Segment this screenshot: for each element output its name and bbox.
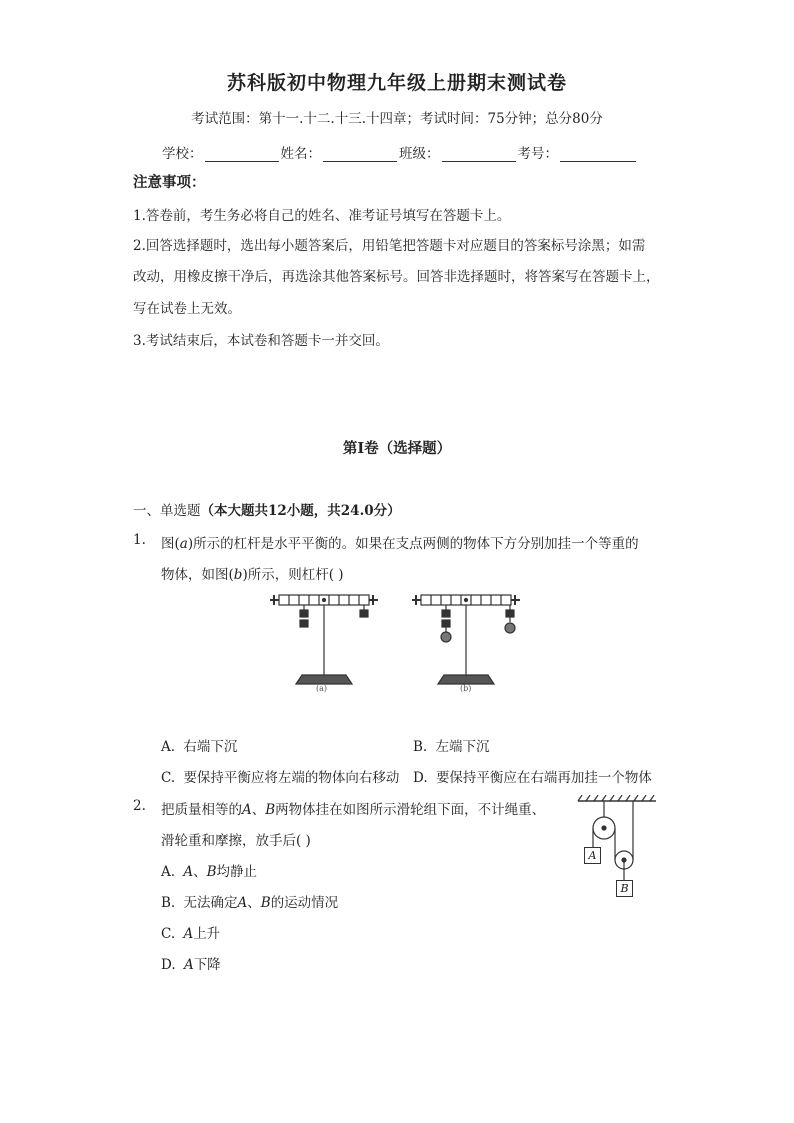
text-fragment: 两物体挂在如图所示滑轮组下面，不计绳重、 <box>275 802 546 818</box>
option-text: 左端下沉 <box>435 739 490 755</box>
option-b[interactable] <box>161 891 338 911</box>
text-fragment: )所示的杠杆是水平平衡的。如果在支点两侧的物体下方分别加挂一个等重的 <box>187 536 639 552</box>
text-fragment: 、 <box>193 864 207 880</box>
pulley-diagram <box>578 795 656 880</box>
text-fragment: 把质量相等的 <box>161 802 242 818</box>
option-letter: A. <box>161 739 176 755</box>
text-fragment: 、 <box>247 895 261 911</box>
option-b[interactable] <box>413 735 490 755</box>
text-fragment: 的运动情况 <box>270 895 339 911</box>
option-letter: B. <box>161 895 176 911</box>
text-fragment: 下降 <box>193 957 221 973</box>
option-c[interactable] <box>161 766 399 786</box>
exam-number-label: 考号： <box>517 146 558 162</box>
option-text <box>183 926 220 942</box>
name-label: 姓名： <box>280 146 321 162</box>
name-blank[interactable] <box>323 147 397 162</box>
part-prefix: 一、单选题 <box>133 503 201 519</box>
part-heading <box>133 499 401 519</box>
variable: A <box>242 802 252 818</box>
option-a[interactable] <box>161 735 237 755</box>
figure-label-b: (b) <box>460 684 472 693</box>
text-fragment: )所示，则杠杆( ) <box>242 567 344 583</box>
lever-figure <box>262 588 532 698</box>
variable: B <box>265 802 276 818</box>
variable: b <box>233 567 243 583</box>
text-fragment: 图( <box>161 536 180 552</box>
question-text-line <box>161 563 344 583</box>
option-c[interactable] <box>161 922 220 942</box>
school-label: 学校： <box>162 146 203 162</box>
notice-heading: 注意事项： <box>133 174 206 191</box>
question-number: 1. <box>133 532 146 548</box>
notice-line: 3.考试结束后，本试卷和答题卡一并交回。 <box>133 333 389 349</box>
exam-subtitle: 考试范围：第十一.十二.十三.十四章；考试时间：75分钟；总分80分 <box>191 111 603 127</box>
notice-line: 1.答卷前，考生务必将自己的姓名、准考证号填写在答题卡上。 <box>133 208 511 224</box>
variable: A <box>183 864 194 880</box>
variable: B <box>260 895 271 911</box>
variable: A <box>183 957 194 973</box>
option-letter: A. <box>161 864 176 880</box>
school-blank[interactable] <box>205 147 279 162</box>
option-letter: B. <box>413 739 428 755</box>
section-title: 第I卷（选择题） <box>342 440 452 457</box>
notice-line: 写在试卷上无效。 <box>133 301 241 317</box>
option-letter: D. <box>161 957 176 973</box>
question-text-line <box>161 798 545 818</box>
text-fragment: 无法确定 <box>183 895 238 911</box>
class-blank[interactable] <box>442 147 516 162</box>
part-detail: （本大题共12小题，共24.0分） <box>200 503 401 519</box>
text-fragment: 、 <box>251 802 266 818</box>
exam-title: 苏科版初中物理九年级上册期末测试卷 <box>226 72 567 94</box>
option-text: 要保持平衡应将左端的物体向右移动 <box>183 770 400 786</box>
variable: a <box>179 536 188 552</box>
option-text: 要保持平衡应在右端再加挂一个物体 <box>435 770 652 786</box>
question-text-line: 滑轮重和摩擦，放手后( ) <box>161 833 311 849</box>
variable: B <box>206 864 217 880</box>
text-fragment: 物体，如图( <box>161 567 234 583</box>
text-fragment: 上升 <box>193 926 221 942</box>
option-d[interactable] <box>161 953 221 973</box>
variable: A <box>183 926 194 942</box>
exam-number-blank[interactable] <box>560 147 636 162</box>
option-letter: D. <box>413 770 428 786</box>
question-number: 2. <box>133 798 146 814</box>
option-text <box>184 957 221 973</box>
notice-line: 改动，用橡皮擦干净后，再选涂其他答案标号。回答非选择题时，将答案写在答题卡上， <box>133 269 660 285</box>
option-a[interactable] <box>161 860 257 880</box>
option-text <box>184 895 339 911</box>
text-fragment: 均静止 <box>216 864 258 880</box>
student-info-row <box>162 142 638 162</box>
class-label: 班级： <box>399 146 440 162</box>
lever-b-diagram <box>412 595 520 684</box>
option-letter: C. <box>161 770 176 786</box>
block-a-label: A <box>584 847 601 864</box>
figure-label-a: (a) <box>316 684 328 693</box>
notice-line: 2.回答选择题时，选出每小题答案后，用铅笔把答题卡对应题目的答案标号涂黑；如需 <box>133 238 646 254</box>
option-letter: C. <box>161 926 176 942</box>
question-text-line <box>161 532 639 552</box>
variable: A <box>237 895 248 911</box>
block-b-label: B <box>616 880 633 897</box>
option-d[interactable] <box>413 766 652 786</box>
option-text <box>183 864 257 880</box>
option-text: 右端下沉 <box>183 739 238 755</box>
lever-a-diagram <box>270 595 378 684</box>
